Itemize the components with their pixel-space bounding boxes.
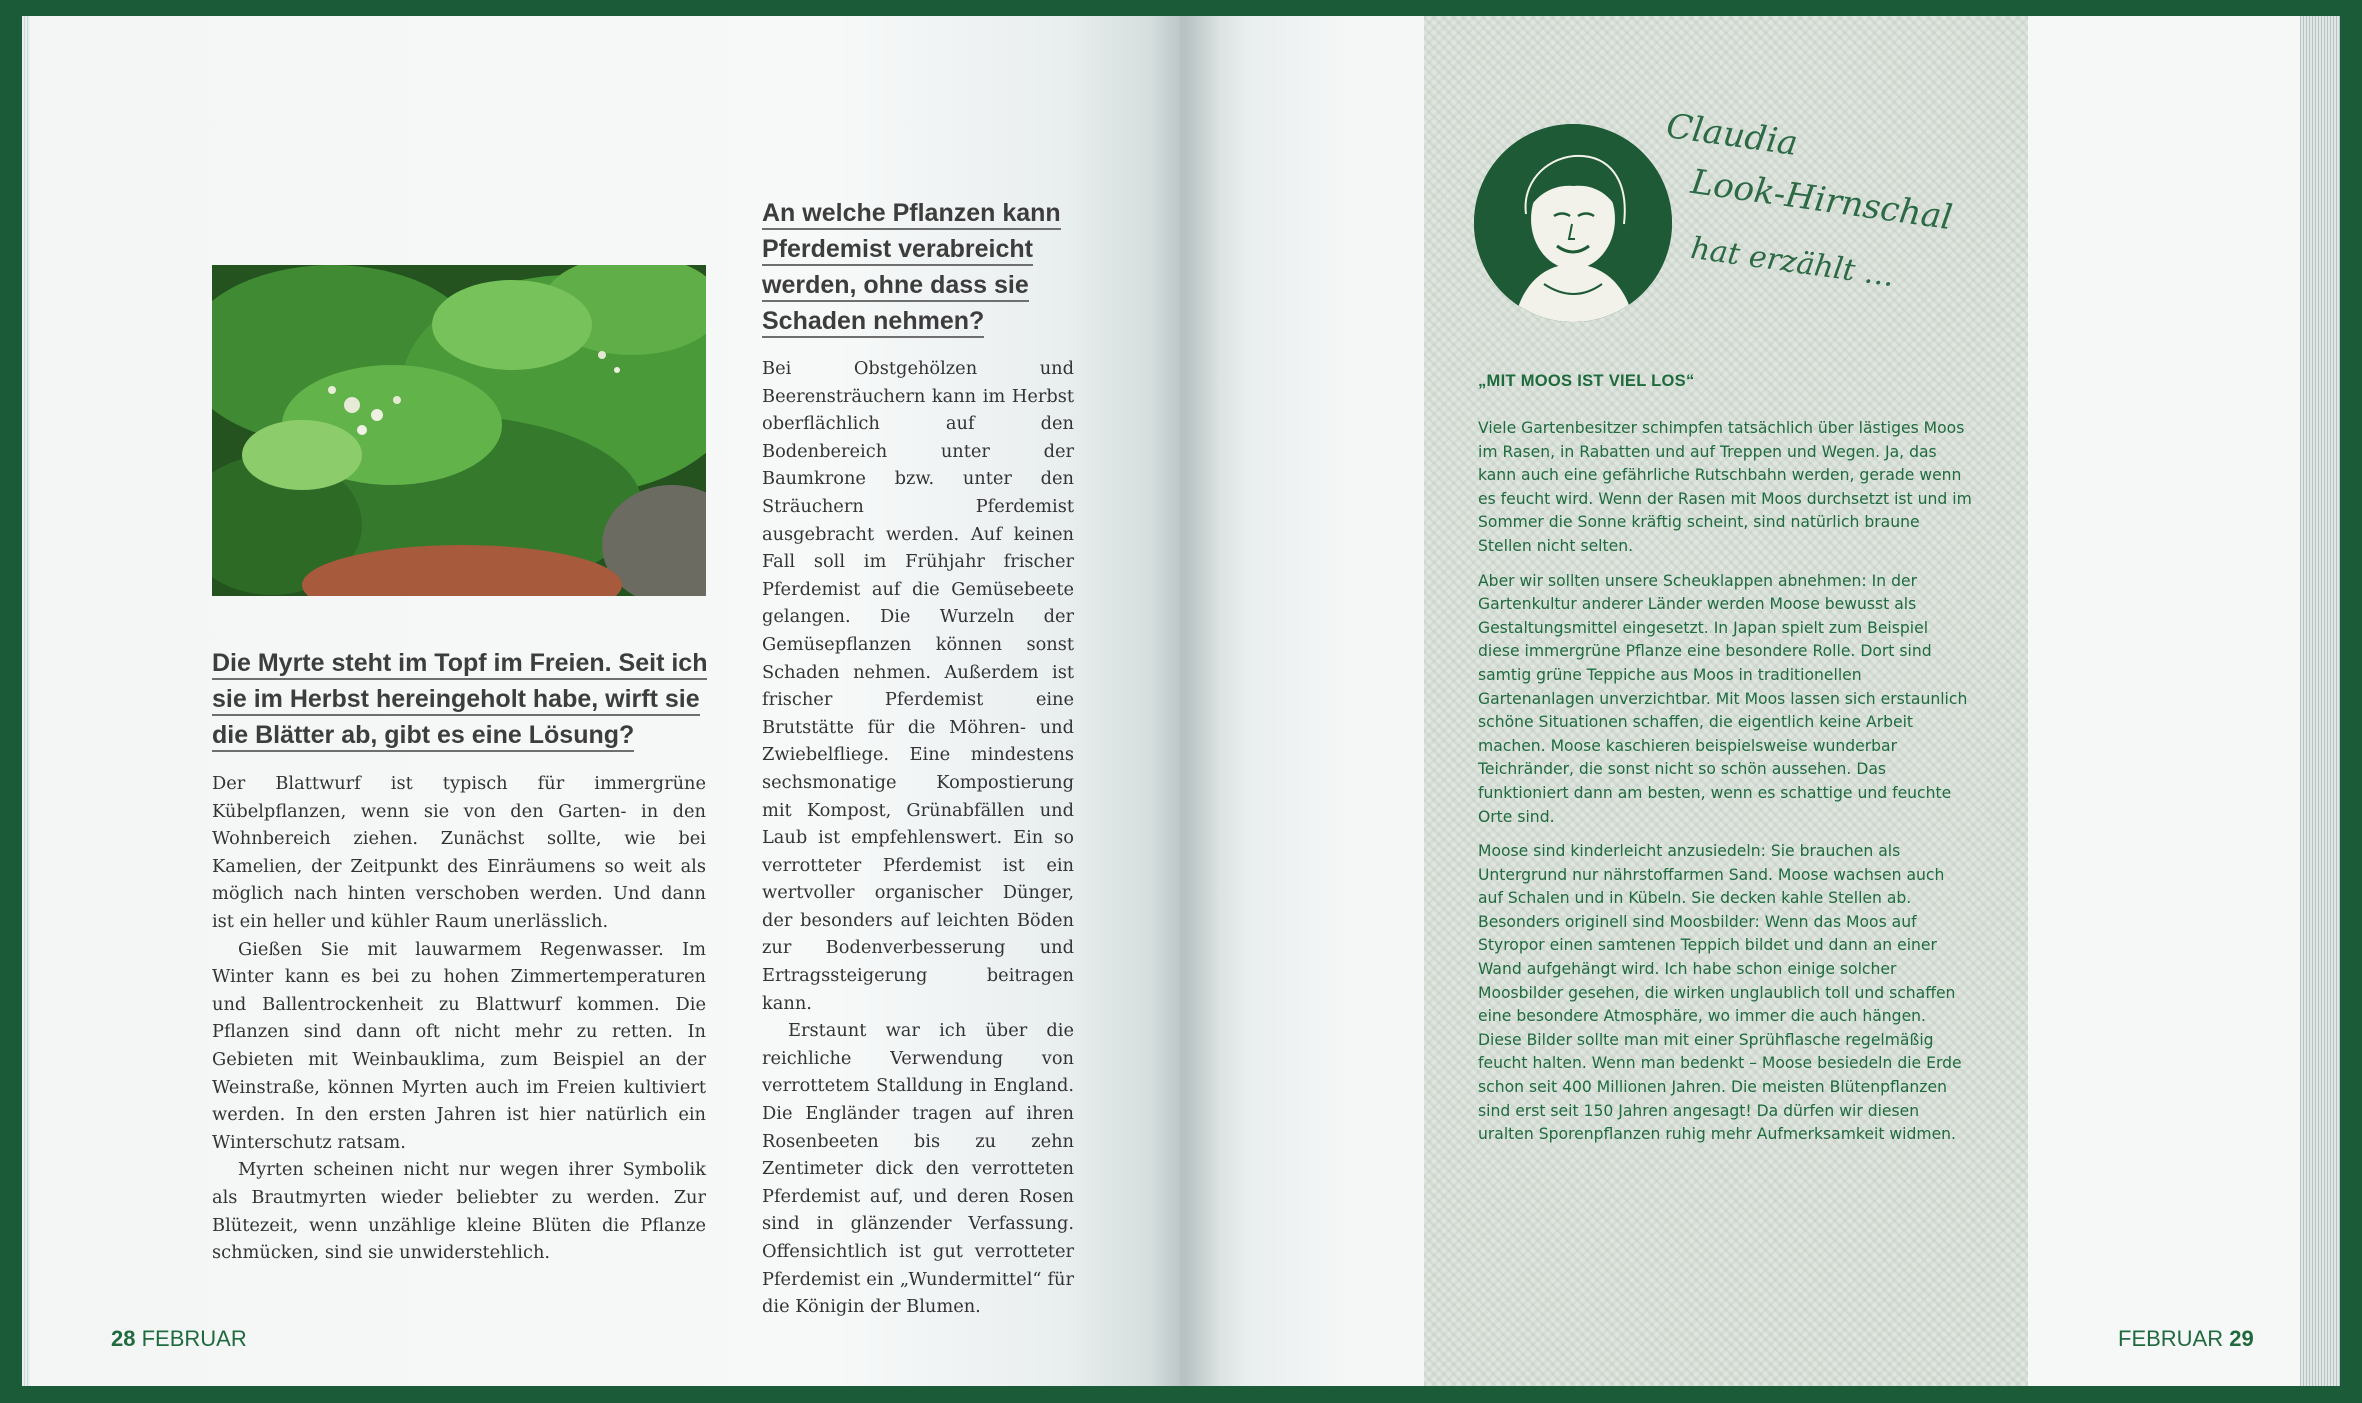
answer-myrte-paragraph: Gießen Sie mit lauwarmem Regenwasser. Im Winter kann es bei zu hohen Zimmertemperaturen und Ballentrockenheit zu Blattwurf kommen. Die Pflanzen sind dann oft nicht mehr zu retten. In Gebieten mit Weinbauklima, zum Beispiel an der Weinstraße, können Myrten auch im Freien kultiviert werden. In den ersten Jahren ist hier natürlich ein Winterschutz ratsam. xyxy=(212,938,706,1153)
left-page-number: 28 xyxy=(111,1326,136,1351)
answer-pferdemist-paragraph: Bei Obstgehölzen und Beerensträuchern kann im Herbst oberflächlich auf den Bodenbereich unter der Baumkrone bzw. unter den Sträuchern Pferdemist ausgebracht werden. Auf keinen Fall soll im Frühjahr frischer Pferdemist auf die Gemüsebeete gelangen. Die Wurzeln der Gemüsepflanzen können sonst Schaden nehmen. Außerdem ist frischer Pferdemist eine Brutstätte für die Möhren- und Zwiebelfliege. Eine mindestens sechsmonatige Kompostierung mit Kompost, Grünabfällen und Laub ist empfehlenswert. Ein so verrotteter Pferdemist ist ein wertvoller organischer Dünger, der besonders auf leichten Böden zur Bodenverbesserung und Ertragssteigerung beitragen kann. xyxy=(762,358,1074,1014)
right-page-number: 29 xyxy=(2229,1326,2254,1351)
answer-myrte-body xyxy=(212,770,706,1267)
myrtle-photo xyxy=(212,265,706,596)
sidebar-paragraph: Viele Gartenbesitzer schimpfen tatsächlich über lästiges Moos im Rasen, in Rabatten und auf Treppen und Wegen. Ja, das kann auch eine gefährliche Rutschbahn werden, gerade wenn es feucht wird. Wenn der Rasen mit Moos durchsetzt ist und im Sommer die Sonne kräftig scheint, sind natürlich braune Stellen nicht selten. xyxy=(1478,419,1972,555)
right-page-section: FEBRUAR xyxy=(2118,1326,2224,1351)
answer-myrte-paragraph: Der Blattwurf ist typisch für immergrüne Kübelpflanzen, wenn sie von den Garten- in den Wohnbereich ziehen. Zunächst sollte, wie bei Kamelien, der Zeitpunkt des Einräumens so weit als möglich nach hinten verschoben werden. Und dann ist ein heller und kühler Raum unerlässlich. xyxy=(212,773,706,932)
signature-line-3: hat erzählt … xyxy=(1688,230,1897,295)
signature-line-2: Look-Hirnschal xyxy=(1688,161,1955,239)
author-portrait xyxy=(1474,124,1672,322)
sidebar-text xyxy=(1478,417,1974,1158)
right-page-footer xyxy=(2118,1326,2254,1352)
question-pferdemist-heading: An welche Pflanzen kann Pferdemist verabreicht werden, ohne dass sie Schaden nehmen? xyxy=(762,195,1082,339)
sidebar-paragraph: Aber wir sollten unsere Scheuklappen abnehmen: In der Gartenkultur anderer Länder werden Moose bewusst als Gestaltungsmittel eingesetzt. In Japan spielt zum Beispiel diese immergrüne Pflanze eine besondere Rolle. Dort sind samtig grüne Teppiche aus Moos in traditionellen Gartenanlagen unverzichtbar. Mit Moos lassen sich erstaunlich schöne Situationen schaffen, die eigentlich keine Arbeit machen. Moose kaschieren beispielsweise wunderbar Teichränder, die sonst nicht so schön aussehen. Das funktioniert dann am besten, wenn es schattige und feuchte Orte sind. xyxy=(1478,571,1968,826)
answer-myrte-paragraph: Myrten scheinen nicht nur wegen ihrer Symbolik als Brautmyrten wieder beliebter zu werden. Zur Blütezeit, wenn unzählige kleine Blüten die Pflanze schmücken, sind sie unwiderstehlich. xyxy=(212,1159,706,1264)
answer-pferdemist-paragraph: Erstaunt war ich über die reichliche Verwendung von verrottetem Stalldung in England. Die Engländer tragen auf ihren Rosenbeeten bis zu zehn Zentimeter dick den verrotteten Pferdemist auf, und deren Rosen sind in glänzender Verfassung. Offensichtlich ist gut verrotteter Pferdemist ein „Wundermittel“ für die Königin der Blumen. xyxy=(762,1020,1074,1318)
left-page-footer xyxy=(111,1326,247,1352)
question-myrte-heading: Die Myrte steht im Topf im Freien. Seit ich sie im Herbst hereingeholt habe, wirft sie die Blätter ab, gibt es eine Lösung? xyxy=(212,645,712,753)
sidebar-paragraph: Moose sind kinderleicht anzusiedeln: Sie brauchen als Untergrund nur nährstoffarmen Sand. Moose wachsen auch auf Schalen und in Kübeln. Sie decken kahle Stellen ab. Besonders originell sind Moosbilder: Wenn das Moos auf Styropor einen samtenen Teppich bildet und dann an einer Wand aufgehängt wird. Ich habe schon einige solcher Moosbilder gesehen, die wirken unglaublich toll und schaffen eine besondere Atmosphäre, wo immer die auch hängen. Diese Bilder sollte man mit einer Sprühflasche regelmäßig feucht halten. Wenn man bedenkt – Moose besiedeln die Erde schon seit 400 Millionen Jahren. Die meisten Blütenpflanzen sind erst seit 150 Jahren angesagt! Da dürfen wir diesen uralten Sporenpflanzen ruhig mehr Aufmerksamkeit widmen. xyxy=(1478,842,1962,1144)
signature-line-1: Claudia xyxy=(1663,106,1801,164)
book-gutter xyxy=(1150,16,1220,1386)
left-page-section: FEBRUAR xyxy=(141,1326,247,1351)
page-edges-right xyxy=(2298,16,2340,1386)
sidebar-title: „MIT MOOS IST VIEL LOS“ xyxy=(1478,372,1695,390)
answer-pferdemist-body xyxy=(762,355,1074,1321)
